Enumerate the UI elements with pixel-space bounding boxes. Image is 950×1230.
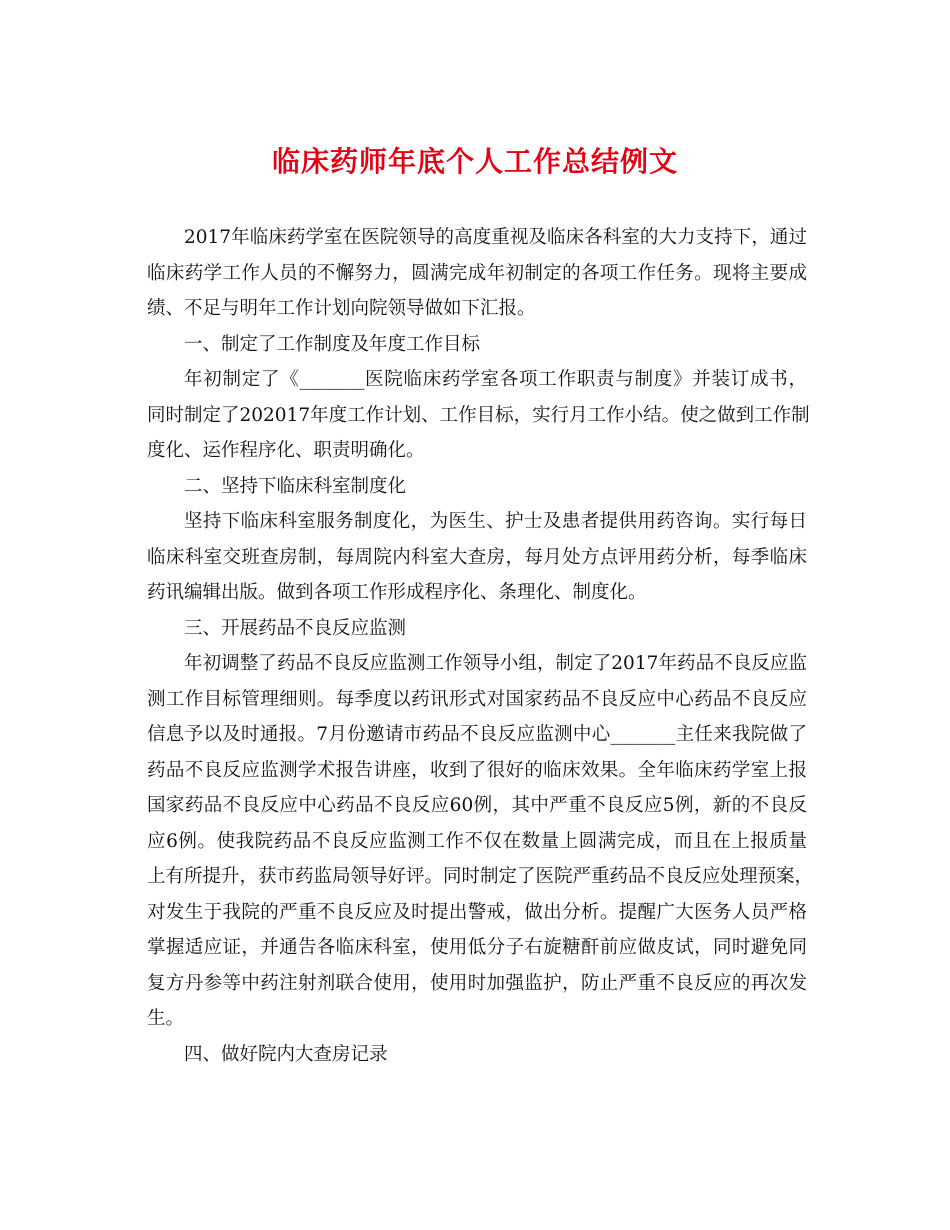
section-heading: 四、做好院内大查房记录 <box>184 1043 388 1065</box>
paragraph-line: 年初调整了药品不良反应监测工作领导小组，制定了2017年药品不良反应监 <box>184 653 807 674</box>
paragraph-line: 同时制定了202017年度工作计划、工作目标，实行月工作小结。使之做到工作制 <box>147 404 810 426</box>
paragraph-line: 测工作目标管理细则。每季度以药讯形式对国家药品不良反应中心药品不良反应 <box>147 688 807 710</box>
paragraph-line: 生。 <box>147 1008 185 1029</box>
paragraph-line: 临床科室交班查房制，每周院内科室大查房，每月处方点评用药分析，每季临床 <box>147 546 807 568</box>
paragraph-line: 临床药学工作人员的不懈努力，圆满完成年初制定的各项工作任务。现将主要成 <box>147 262 807 284</box>
paragraph-line: 国家药品不良反应中心药品不良反应60例，其中严重不良反应5例，新的不良反 <box>147 795 807 816</box>
paragraph-line: 药讯编辑出版。做到各项工作形成程序化、条理化、制度化。 <box>147 582 647 603</box>
paragraph-line: 年初制定了《_______医院临床药学室各项工作职责与制度》并装订成书， <box>184 369 807 390</box>
paragraph-line: 药品不良反应监测学术报告讲座，收到了很好的临床效果。全年临床药学室上报 <box>147 759 807 781</box>
paragraph-line: 坚持下临床科室服务制度化，为医生、护士及患者提供用药咨询。实行每日 <box>184 511 807 532</box>
paragraph-line: 应6例。使我院药品不良反应监测工作不仅在数量上圆满完成，而且在上报质量 <box>147 830 807 852</box>
section-heading: 三、开展药品不良反应监测 <box>184 617 407 639</box>
paragraph-line: 度化、运作程序化、职责明确化。 <box>147 440 425 461</box>
section-heading: 一、制定了工作制度及年度工作目标 <box>184 333 481 355</box>
section-heading: 二、坚持下临床科室制度化 <box>184 475 407 497</box>
paragraph-line: 对发生于我院的严重不良反应及时提出警戒，做出分析。提醒广大医务人员严格 <box>147 901 807 923</box>
paragraph-line: 2017年临床药学室在医院领导的高度重视及临床各科室的大力支持下，通过 <box>184 227 807 248</box>
body-paragraph <box>147 362 810 469</box>
body-paragraph <box>147 220 807 327</box>
document-title: 临床药师年底个人工作总结例文 <box>271 145 678 178</box>
body-paragraph <box>147 646 814 1037</box>
paragraph-line: 信息予以及时通报。7月份邀请市药品不良反应监测中心_______主任来我院做了 <box>147 724 807 745</box>
paragraph-line: 绩、不足与明年工作计划向院领导做如下汇报。 <box>147 298 536 319</box>
paragraph-line: 掌握适应证，并通告各临床科室，使用低分子右旋糖酐前应做皮试，同时避免同 <box>147 937 807 958</box>
document-body <box>147 220 814 1072</box>
paragraph-line: 复方丹参等中药注射剂联合使用，使用时加强监护，防止严重不良反应的再次发 <box>147 972 807 994</box>
paragraph-line: 上有所提升，获市药监局领导好评。同时制定了医院严重药品不良反应处理预案， <box>147 866 814 887</box>
body-paragraph <box>147 504 807 611</box>
